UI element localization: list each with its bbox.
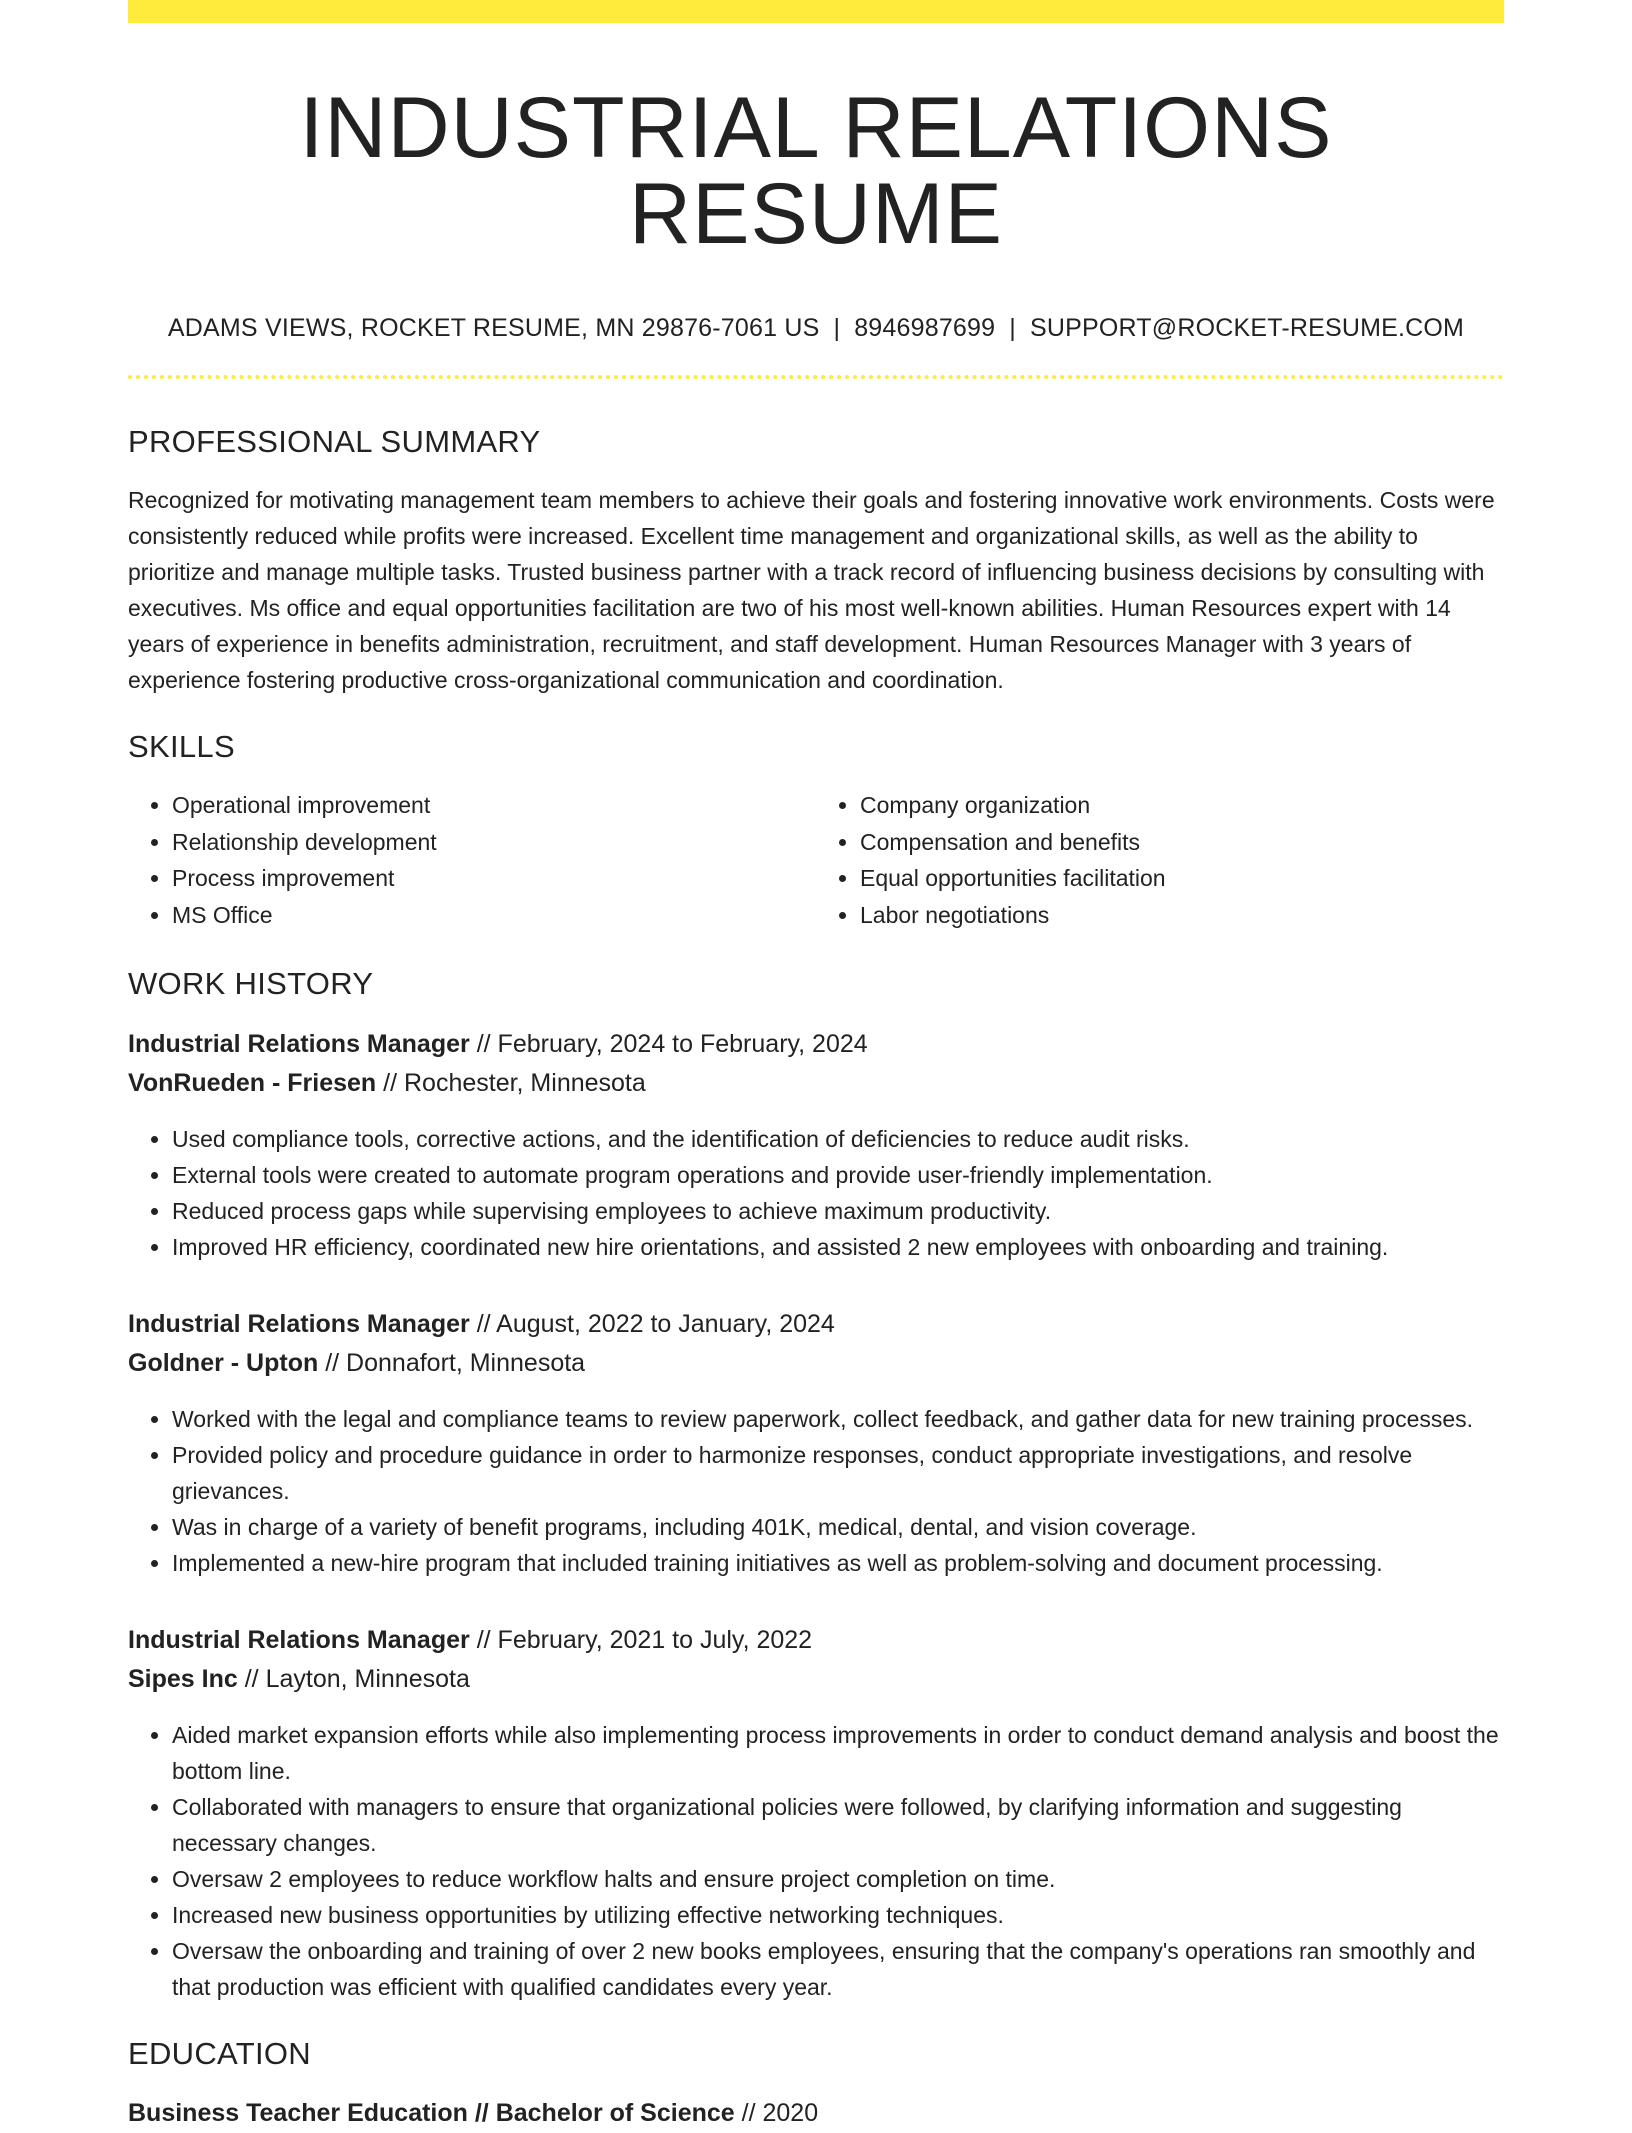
job-bullet: • Increased new business opportunities by utilizing effective networking techniques. (172, 1897, 1504, 1933)
job-dates: February, 2024 to February, 2024 (497, 1029, 868, 1058)
job-separator: // (318, 1348, 347, 1377)
job-location: Donnafort, Minnesota (346, 1348, 586, 1377)
resume-page (128, 0, 1504, 2133)
job-role: Industrial Relations Manager (128, 1625, 470, 1654)
education-separator: // (734, 2098, 763, 2127)
job-bullet: • Oversaw 2 employees to reduce workflow halts and ensure project completion on time. (172, 1861, 1504, 1897)
job-entry (128, 1621, 1504, 2005)
skill-item: • Relationship development (172, 824, 816, 861)
job-separator: // (237, 1664, 266, 1693)
contact-separator: | (833, 314, 841, 342)
skill-item: • Labor negotiations (860, 897, 1504, 934)
job-bullet: • Was in charge of a variety of benefit programs, including 401K, medical, dental, and vision coverage. (172, 1509, 1504, 1545)
education-degree: Business Teacher Education // Bachelor of Science (128, 2098, 735, 2127)
job-bullet: • Improved HR efficiency, coordinated new hire orientations, and assisted 2 new employees with onboarding and training. (172, 1229, 1504, 1265)
skill-item: • Company organization (860, 787, 1504, 824)
job-company-line (128, 1064, 1504, 1103)
job-entry (128, 1305, 1504, 1581)
job-bullet: • Implemented a new-hire program that included training initiatives as well as problem-solving and document processing. (172, 1545, 1504, 1581)
dotted-divider (128, 375, 1504, 379)
skills-column-right (816, 787, 1504, 933)
skill-item: • Process improvement (172, 860, 816, 897)
job-location: Layton, Minnesota (265, 1664, 470, 1693)
summary-heading: PROFESSIONAL SUMMARY (128, 424, 541, 459)
job-title-line (128, 1621, 1504, 1660)
job-separator: // (376, 1068, 404, 1097)
job-bullets (128, 1121, 1504, 1265)
job-company: Sipes Inc (128, 1664, 238, 1693)
skills-column-left (128, 787, 816, 933)
job-role: Industrial Relations Manager (128, 1029, 470, 1058)
skill-item: • Equal opportunities facilitation (860, 860, 1504, 897)
job-bullet: • Oversaw the onboarding and training of over 2 new books employees, ensuring that the company's operations ran smoothly and that production was efficient with qualified candidates every year. (172, 1933, 1504, 2005)
contact-email: SUPPORT@ROCKET-RESUME.COM (1029, 314, 1465, 342)
job-company-line (128, 1660, 1504, 1699)
skills-heading: SKILLS (128, 729, 235, 765)
job-dates: August, 2022 to January, 2024 (496, 1309, 835, 1338)
job-separator: // (469, 1029, 498, 1058)
job-bullet: • Aided market expansion efforts while also implementing process improvements in order to conduct demand analysis and boost the bottom line. (172, 1717, 1504, 1789)
contact-phone: 8946987699 (854, 314, 996, 342)
contact-line (128, 313, 1504, 343)
job-dates: February, 2021 to July, 2022 (497, 1625, 813, 1654)
work-history-heading: WORK HISTORY (128, 966, 374, 1002)
job-separator: // (469, 1625, 498, 1654)
job-location: Rochester, Minnesota (403, 1068, 646, 1097)
job-bullet: • External tools were created to automate program operations and provide user-friendly implementation. (172, 1157, 1504, 1193)
job-bullets (128, 1717, 1504, 2005)
contact-address: ADAMS VIEWS, ROCKET RESUME, MN 29876-7061 US (167, 314, 820, 342)
skill-item: • MS Office (172, 897, 816, 934)
summary-text: Recognized for motivating management team members to achieve their goals and fostering innovative work environments. Costs were consistently reduced while profits were increased. Excellent time management and organizational skills, as well as the ability to prioritize and manage multiple tasks. Trusted business partner with a track record of influencing business decisions by consulting with executives. Ms office and equal opportunities facilitation are two of his most well-known abilities. Human Resources expert with 14 years of experience in benefits administration, recruitment, and staff development. Human Resources Manager with 3 years of experience fostering productive cross-organizational communication and coordination. (128, 487, 1495, 694)
job-entry (128, 1025, 1504, 1265)
job-title-line (128, 1025, 1504, 1064)
job-separator: // (469, 1309, 497, 1338)
education-entry (128, 2094, 1504, 2133)
skill-item: • Operational improvement (172, 787, 816, 824)
education-heading: EDUCATION (128, 2035, 311, 2071)
job-bullets (128, 1401, 1504, 1581)
education-year: 2020 (762, 2098, 819, 2127)
job-bullet: • Used compliance tools, corrective actions, and the identification of deficiencies to reduce audit risks. (172, 1121, 1504, 1157)
job-company: Goldner - Upton (128, 1348, 319, 1377)
job-bullet: • Reduced process gaps while supervising employees to achieve maximum productivity. (172, 1193, 1504, 1229)
top-accent-bar (128, 0, 1504, 23)
job-bullet: • Worked with the legal and compliance teams to review paperwork, collect feedback, and gather data for new training processes. (172, 1401, 1504, 1437)
job-company: VonRueden - Friesen (128, 1068, 377, 1097)
skill-item: • Compensation and benefits (860, 824, 1504, 861)
resume-title: INDUSTRIAL RELATIONS RESUME (299, 80, 1333, 262)
job-bullet: • Collaborated with managers to ensure that organizational policies were followed, by clarifying information and suggesting necessary changes. (172, 1789, 1504, 1861)
job-role: Industrial Relations Manager (128, 1309, 470, 1338)
contact-separator: | (1009, 314, 1016, 342)
job-title-line (128, 1305, 1504, 1344)
skills-list (128, 787, 1504, 933)
job-bullet: • Provided policy and procedure guidance in order to harmonize responses, conduct appropriate investigations, and resolve grievances. (172, 1437, 1504, 1509)
job-company-line (128, 1344, 1504, 1383)
